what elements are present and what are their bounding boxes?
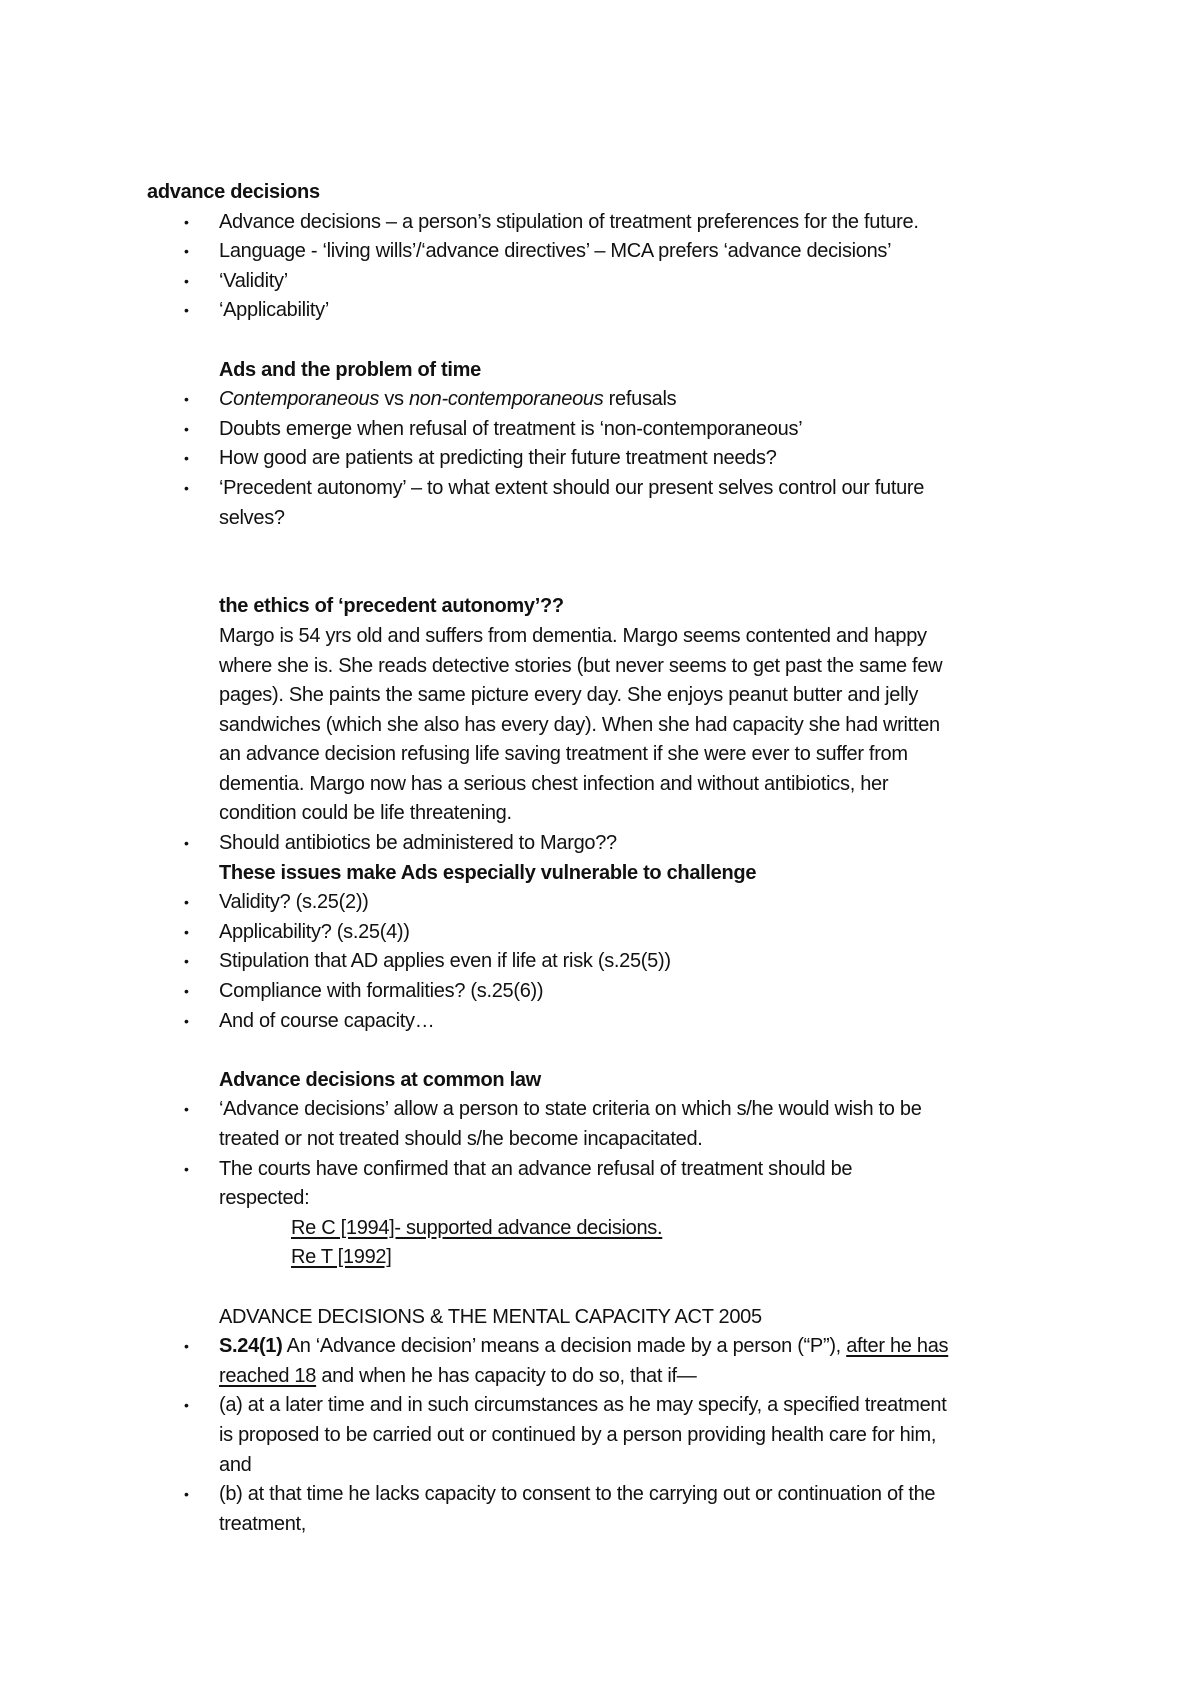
case-citation-re-c xyxy=(0,1214,1200,1244)
list-item xyxy=(0,444,1200,474)
case-citation-re-t xyxy=(0,1243,1200,1273)
bullet-icon: • xyxy=(184,1160,189,1177)
list-item-continuation: is proposed to be carried out or continued by a person providing health care for him, xyxy=(219,1423,937,1446)
underlined-text: after he has xyxy=(846,1335,949,1358)
document-body xyxy=(0,178,1200,1539)
bullet-icon: • xyxy=(184,983,189,1000)
list-item-text: refusals xyxy=(603,388,677,411)
paragraph-line: pages). She paints the same picture every day. She enjoys peanut butter and jelly xyxy=(219,684,919,707)
paragraph-line: an advance decision refusing life saving treatment if she were ever to suffer from xyxy=(219,743,908,766)
list-item-text: An ‘Advance decision’ means a decision made by a person (“P”), xyxy=(282,1335,847,1358)
list-item xyxy=(0,888,1200,918)
paragraph-line: Margo is 54 yrs old and suffers from dementia. Margo seems contented and happy xyxy=(219,624,927,647)
list-item-text: ‘Advance decisions’ allow a person to state criteria on which s/he would wish to be xyxy=(219,1098,922,1121)
list-item-text: Applicability? (s.25(4)) xyxy=(219,920,410,943)
bullet-icon: • xyxy=(184,923,189,940)
bullet-icon: • xyxy=(184,1338,189,1355)
section-heading-mca-2005: ADVANCE DECISIONS & THE MENTAL CAPACITY ACT 2005 xyxy=(219,1305,762,1328)
bullet-icon: • xyxy=(184,1012,189,1029)
list-item-text: Stipulation that AD applies even if life at risk (s.25(5)) xyxy=(219,950,671,973)
list-item-text: How good are patients at predicting their future treatment needs? xyxy=(219,447,777,470)
list-item xyxy=(0,208,1200,238)
section-heading-problem-of-time: Ads and the problem of time xyxy=(219,358,481,381)
list-item-continuation: treated or not treated should s/he become incapacitated. xyxy=(219,1128,703,1150)
list-item-text: Validity? (s.25(2)) xyxy=(219,891,369,914)
list-item xyxy=(0,237,1200,267)
bullet-icon: • xyxy=(184,894,189,911)
paragraph-line: sandwiches (which she also has every day). When she had capacity she had written xyxy=(219,713,940,736)
list-item-text: vs xyxy=(379,388,409,411)
list-item-continuation: and xyxy=(219,1453,252,1476)
list-item-text: Should antibiotics be administered to Margo?? xyxy=(219,832,617,855)
list-item xyxy=(0,1391,1200,1421)
bullet-icon: • xyxy=(184,243,189,260)
list-item-text: Language - ‘living wills’/‘advance directives’ – MCA prefers ‘advance decisions’ xyxy=(219,240,892,263)
list-item xyxy=(0,474,1200,504)
subheading-vulnerable: These issues make Ads especially vulnerable to challenge xyxy=(219,861,757,884)
case-citation-text: Re C [1994]- supported advance decisions. xyxy=(291,1216,663,1239)
paragraph-line: dementia. Margo now has a serious chest infection and without antibiotics, her xyxy=(219,772,889,795)
spacer xyxy=(0,326,1200,356)
bullet-icon: • xyxy=(184,953,189,970)
list-item xyxy=(0,1095,1200,1125)
bullet-icon: • xyxy=(184,302,189,319)
underlined-text: reached 18 xyxy=(219,1364,317,1387)
list-item xyxy=(0,296,1200,326)
section-reference: S.24(1) xyxy=(219,1335,283,1358)
bullet-icon: • xyxy=(184,835,189,852)
spacer xyxy=(0,533,1200,592)
list-item xyxy=(0,829,1200,859)
spacer xyxy=(0,1036,1200,1066)
italic-term: non-contemporaneous xyxy=(408,388,604,411)
spacer xyxy=(0,1273,1200,1303)
bullet-icon: • xyxy=(184,213,189,230)
list-item-text: Compliance with formalities? (s.25(6)) xyxy=(219,980,544,1003)
paragraph-line: where she is. She reads detective stories (but never seems to get past the same few xyxy=(219,654,943,677)
list-item-text: ‘Validity’ xyxy=(219,269,288,292)
list-item xyxy=(0,1480,1200,1510)
list-item xyxy=(0,1332,1200,1362)
italic-term: Contemporaneous xyxy=(219,388,380,411)
list-item-text: ‘Applicability’ xyxy=(219,299,329,322)
bullet-icon: • xyxy=(184,272,189,289)
bullet-icon: • xyxy=(184,1397,189,1414)
list-item xyxy=(0,1155,1200,1185)
list-item xyxy=(0,1007,1200,1037)
list-item-text: The courts have confirmed that an advance refusal of treatment should be xyxy=(219,1157,853,1180)
case-citation-text: Re T [1992] xyxy=(291,1246,392,1269)
list-item xyxy=(0,415,1200,445)
list-item xyxy=(0,947,1200,977)
list-item xyxy=(0,385,1200,415)
list-item xyxy=(0,977,1200,1007)
section-heading-advance-decisions: advance decisions xyxy=(147,181,320,203)
list-item-continuation xyxy=(0,1362,1200,1392)
list-item-continuation: treatment, xyxy=(219,1512,307,1535)
list-item-text: (a) at a later time and in such circumstances as he may specify, a specified treatment xyxy=(219,1394,947,1417)
list-item-text: Doubts emerge when refusal of treatment is ‘non-contemporaneous’ xyxy=(219,417,803,440)
list-item-text: (b) at that time he lacks capacity to consent to the carrying out or continuation of the xyxy=(219,1483,936,1506)
list-item-text: Advance decisions – a person’s stipulation of treatment preferences for the future. xyxy=(219,210,919,233)
list-item-text: and when he has capacity to do so, that if— xyxy=(316,1364,697,1387)
paragraph-line: condition could be life threatening. xyxy=(219,802,512,825)
bullet-icon: • xyxy=(184,1101,189,1118)
bullet-icon: • xyxy=(184,1486,189,1503)
list-item xyxy=(0,267,1200,297)
bullet-icon: • xyxy=(184,479,189,496)
list-item-text: And of course capacity… xyxy=(219,1009,435,1032)
list-item xyxy=(0,918,1200,948)
list-item-continuation: respected: xyxy=(219,1187,310,1210)
bullet-icon: • xyxy=(184,391,189,408)
list-item-continuation: selves? xyxy=(219,506,285,529)
bullet-icon: • xyxy=(184,450,189,467)
list-item-text: ‘Precedent autonomy’ – to what extent should our present selves control our future xyxy=(219,476,925,499)
section-heading-common-law: Advance decisions at common law xyxy=(219,1068,541,1091)
section-heading-ethics: the ethics of ‘precedent autonomy’?? xyxy=(219,595,564,618)
bullet-icon: • xyxy=(184,420,189,437)
